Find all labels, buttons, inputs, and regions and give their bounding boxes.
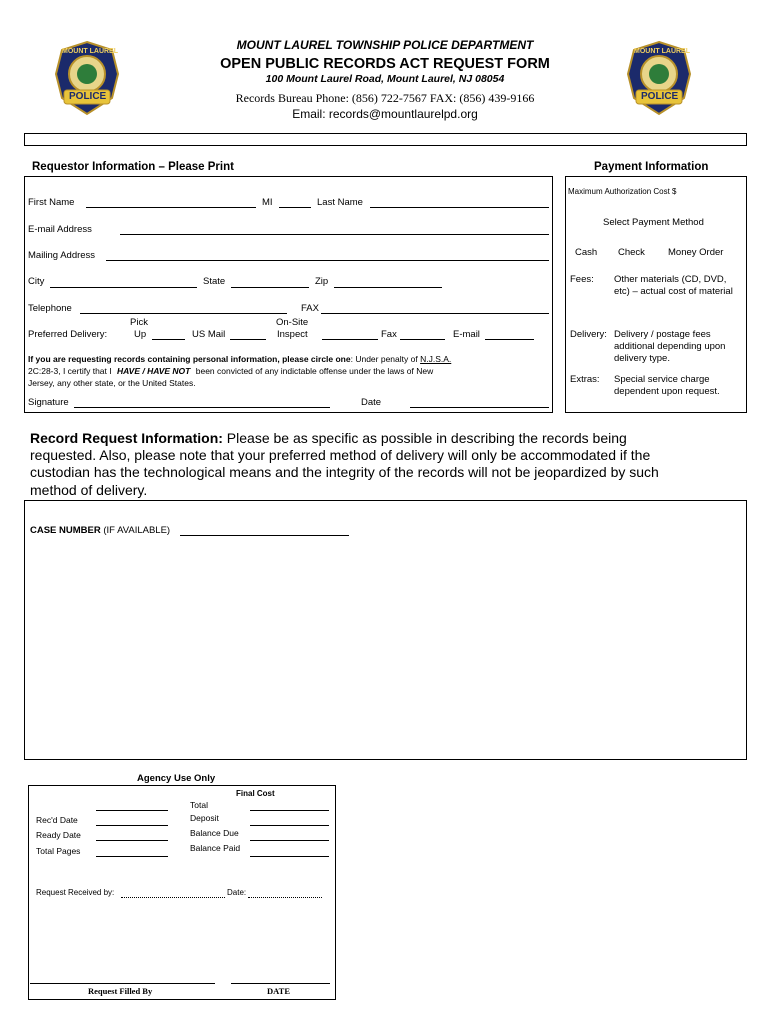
certification-line-1 [28, 354, 451, 364]
onsite-option[interactable] [322, 339, 378, 340]
delivery-fee-text-1: Delivery / postage fees [614, 329, 711, 340]
header-divider-box [24, 133, 747, 146]
payment-check-option[interactable]: Check [618, 247, 645, 258]
department-name: MOUNT LAUREL TOWNSHIP POLICE DEPARTMENT [236, 38, 534, 52]
max-cost-label: Maximum Authorization Cost $ [568, 187, 677, 196]
case-number-label [30, 525, 170, 536]
fax-label: FAX [301, 303, 319, 314]
record-request-line-3: custodian has the technological means and the integrity of the records will not be jeopardized by such [30, 464, 659, 480]
agency-use-title: Agency Use Only [137, 773, 216, 784]
state-field[interactable] [231, 287, 309, 288]
record-request-text-1: Please be as specific as possible in describing the records being [226, 430, 627, 446]
filled-by-signature-field[interactable] [30, 983, 215, 984]
date-field[interactable] [410, 407, 549, 408]
recd-date-label: Rec'd Date [36, 815, 78, 825]
filled-date-field[interactable] [231, 983, 330, 984]
record-request-heading: Record Request Information: [30, 430, 223, 446]
extras-text-1: Special service charge [614, 374, 710, 385]
record-request-box[interactable] [24, 500, 747, 760]
select-payment-label: Select Payment Method [603, 217, 704, 228]
city-label: City [28, 276, 45, 287]
signature-label: Signature [28, 397, 69, 408]
total-pages-label: Total Pages [36, 846, 81, 856]
ready-date-field[interactable] [96, 840, 168, 841]
case-number-title: CASE NUMBER [30, 525, 101, 536]
ready-date-label: Ready Date [36, 830, 81, 840]
pick-up-label-top: Pick [130, 317, 148, 328]
email-field[interactable] [120, 234, 549, 235]
deposit-field[interactable] [250, 825, 329, 826]
fees-label: Fees: [570, 274, 594, 285]
badge-left-bottom-text: POLICE [69, 91, 107, 102]
final-cost-label: Final Cost [236, 789, 275, 798]
mailing-address-label: Mailing Address [28, 250, 96, 261]
received-by-field[interactable] [121, 897, 225, 898]
certification-line-2 [28, 366, 433, 376]
total-pages-field[interactable] [96, 856, 168, 857]
form-title: OPEN PUBLIC RECORDS ACT REQUEST FORM [220, 56, 550, 72]
first-name-label: First Name [28, 197, 75, 208]
email-option-label: E-mail [453, 329, 480, 340]
filled-date-label: DATE [267, 986, 290, 996]
requestor-section-title: Requestor Information – Please Print [32, 161, 234, 173]
badge-left-top-text: MOUNT LAUREL [62, 48, 118, 55]
agency-blank-line-1[interactable] [96, 810, 168, 811]
payment-section-title: Payment Information [594, 161, 709, 173]
mailing-address-field[interactable] [106, 260, 549, 261]
record-request-line-4: method of delivery. [30, 482, 148, 498]
email-label: E-mail Address [28, 224, 92, 235]
onsite-label-top: On-Site [276, 317, 309, 328]
preferred-delivery-label: Preferred Delivery: [28, 329, 108, 340]
us-mail-option[interactable] [230, 339, 266, 340]
us-mail-label: US Mail [192, 329, 226, 340]
deposit-label: Deposit [190, 813, 219, 823]
fees-text-2: etc) – actual cost of material [614, 286, 733, 297]
have-have-not-choice[interactable]: HAVE / HAVE NOT [117, 366, 191, 376]
onsite-label-bottom: Inspect [277, 329, 308, 340]
delivery-fee-text-2: additional depending upon [614, 341, 726, 352]
extras-text-2: dependent upon request. [614, 386, 720, 397]
certification-text-3: been convicted of any indictable offense under the laws of New [195, 366, 434, 376]
case-number-field[interactable] [180, 535, 349, 536]
telephone-field[interactable] [80, 313, 287, 314]
badge-right-top-text: MOUNT LAUREL [634, 48, 690, 55]
delivery-fee-text-3: delivery type. [614, 353, 670, 364]
first-name-field[interactable] [86, 207, 256, 208]
pick-up-label-bottom: Up [134, 329, 147, 340]
last-name-label: Last Name [317, 197, 363, 208]
pick-up-option[interactable] [152, 339, 185, 340]
fax-field[interactable] [321, 313, 549, 314]
fees-text-1: Other materials (CD, DVD, [614, 274, 727, 285]
received-date-field[interactable] [248, 897, 322, 898]
fax-option-label: Fax [381, 329, 397, 340]
recd-date-field[interactable] [96, 825, 168, 826]
payment-money-order-option[interactable]: Money Order [668, 247, 724, 258]
badge-right-bottom-text: POLICE [641, 91, 679, 102]
mi-label: MI [262, 197, 273, 208]
department-address: 100 Mount Laurel Road, Mount Laurel, NJ 08054 [265, 73, 505, 85]
case-number-hint: (IF AVAILABLE) [103, 525, 171, 536]
phone-fax-line: Records Bureau Phone: (856) 722-7567 FAX: (856) 439-9166 [235, 91, 535, 105]
received-by-label: Request Received by: [36, 888, 115, 897]
city-field[interactable] [50, 287, 197, 288]
last-name-field[interactable] [370, 207, 549, 208]
certification-bold: If you are requesting records containing personal information, please circle one [28, 354, 351, 364]
balance-paid-field[interactable] [250, 856, 329, 857]
payment-cash-option[interactable]: Cash [575, 247, 598, 258]
zip-field[interactable] [334, 287, 442, 288]
total-field[interactable] [250, 810, 329, 811]
received-date-label: Date: [227, 888, 247, 897]
record-request-line-1 [30, 430, 627, 446]
balance-due-label: Balance Due [190, 828, 239, 838]
record-request-line-2: requested. Also, please note that your preferred method of delivery will only be accommodated if the [30, 447, 651, 463]
email-line: Email: records@mountlaurelpd.org [292, 107, 478, 121]
balance-due-field[interactable] [250, 840, 329, 841]
certification-statute: N.J.S.A. [420, 354, 452, 364]
fax-option[interactable] [400, 339, 445, 340]
extras-label: Extras: [570, 374, 600, 385]
signature-field[interactable] [74, 407, 330, 408]
total-label: Total [190, 800, 208, 810]
balance-paid-label: Balance Paid [190, 843, 241, 853]
email-option[interactable] [485, 339, 534, 340]
certification-line-3: Jersey, any other state, or the United States. [28, 378, 196, 388]
filled-by-label: Request Filled By [88, 986, 153, 996]
delivery-fee-label: Delivery: [570, 329, 607, 340]
state-label: State [203, 276, 226, 287]
mi-field[interactable] [279, 207, 311, 208]
certification-text-1: : Under penalty of [350, 354, 421, 364]
zip-label: Zip [315, 276, 329, 287]
certification-text-2: 2C:28-3, I certify that I [28, 366, 112, 376]
date-label: Date [361, 397, 382, 408]
telephone-label: Telephone [28, 303, 72, 314]
